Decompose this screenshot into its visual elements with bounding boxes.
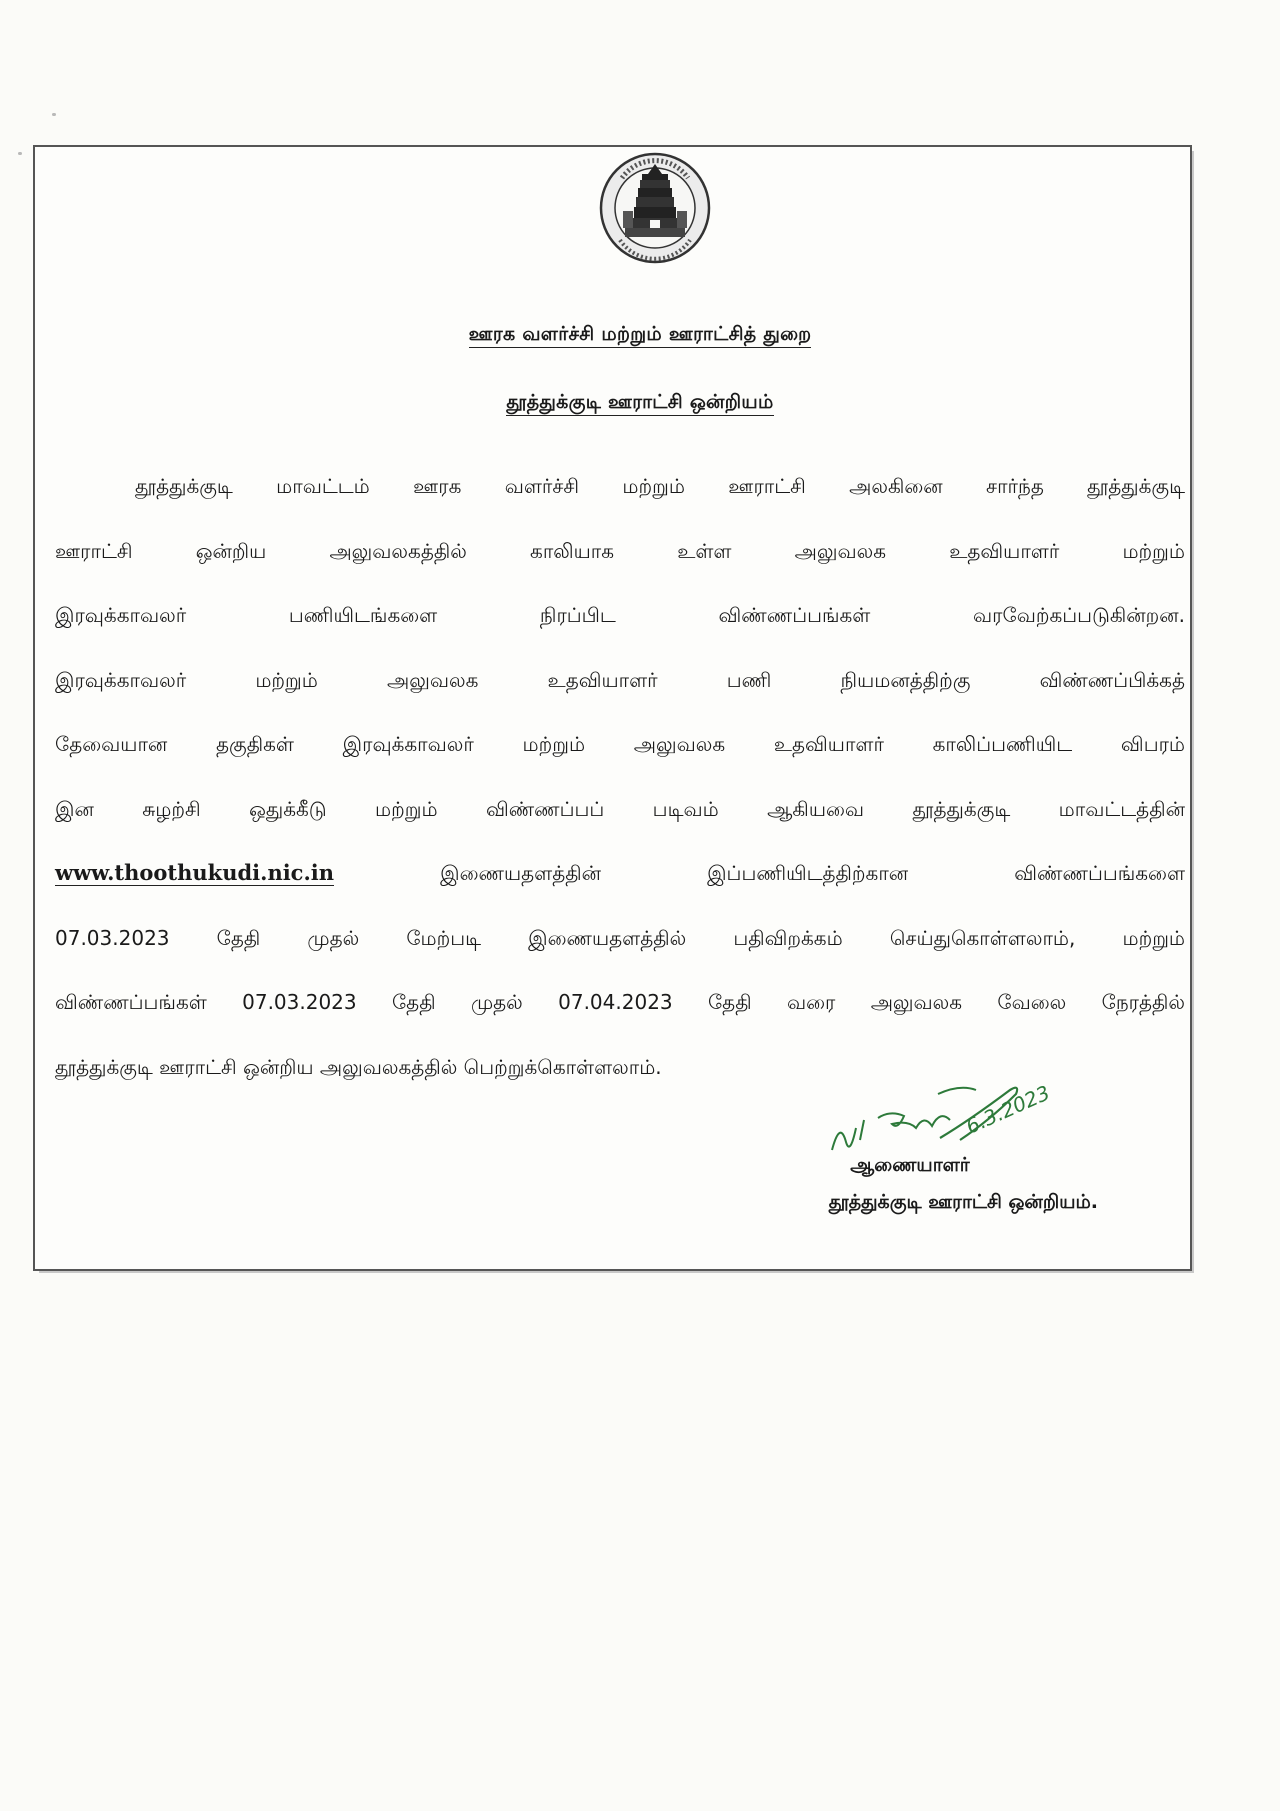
office-heading: தூத்துக்குடி ஊராட்சி ஒன்றியம் — [0, 391, 1280, 416]
body-line: தேவையான தகுதிகள் இரவுக்காவலர் மற்றும் அலுவலக உதவியாளர் காலிப்பணியிட விபரம் — [55, 732, 1185, 756]
body-line-text: இணையதளத்தின் இப்பணியிடத்திற்கான விண்ணப்பங்களை — [440, 861, 1185, 885]
handwritten-date: 6.3.2023 — [962, 1080, 1054, 1139]
body-line: ஊராட்சி ஒன்றிய அலுவலகத்தில் காலியாக உள்ள அலுவலக உதவியாளர் மற்றும் — [55, 538, 1185, 563]
signatory-office: தூத்துக்குடி ஊராட்சி ஒன்றியம். — [828, 1191, 1098, 1213]
paper-speck — [52, 113, 56, 116]
body-line: தூத்துக்குடி ஊராட்சி ஒன்றிய அலுவலகத்தில் பெற்றுக்கொள்ளலாம். — [55, 1054, 662, 1079]
notice-body — [55, 470, 1185, 1115]
body-line: தூத்துக்குடி மாவட்டம் ஊரக வளர்ச்சி மற்றும் ஊராட்சி அலகினை சார்ந்த தூத்துக்குடி — [135, 474, 1185, 498]
body-line-with-url — [55, 857, 1185, 922]
tamil-nadu-government-emblem-icon — [596, 148, 714, 272]
department-heading: ஊரக வளர்ச்சி மற்றும் ஊராட்சித் துறை — [0, 323, 1280, 348]
signatory-title: ஆணையாளர் — [850, 1154, 970, 1176]
website-link[interactable]: www.thoothukudi.nic.in — [55, 860, 335, 885]
body-line: இரவுக்காவலர் மற்றும் அலுவலக உதவியாளர் பணி நியமனத்திற்கு விண்ணப்பிக்கத் — [55, 667, 1185, 692]
body-line: விண்ணப்பங்கள் 07.03.2023 தேதி முதல் 07.04.2023 தேதி வரை அலுவலக வேலை நேரத்தில் — [55, 990, 1185, 1014]
body-line: இன சுழற்சி ஒதுக்கீடு மற்றும் விண்ணப்பப் படிவம் ஆகியவை தூத்துக்குடி மாவட்டத்தின் — [55, 796, 1185, 821]
paper-speck — [18, 152, 22, 155]
body-line: 07.03.2023 தேதி முதல் மேற்படி இணையதளத்தில் பதிவிறக்கம் செய்துகொள்ளலாம், மற்றும் — [55, 925, 1185, 950]
body-line: இரவுக்காவலர் பணியிடங்களை நிரப்பிட விண்ணப்பங்கள் வரவேற்கப்படுகின்றன. — [55, 603, 1185, 627]
